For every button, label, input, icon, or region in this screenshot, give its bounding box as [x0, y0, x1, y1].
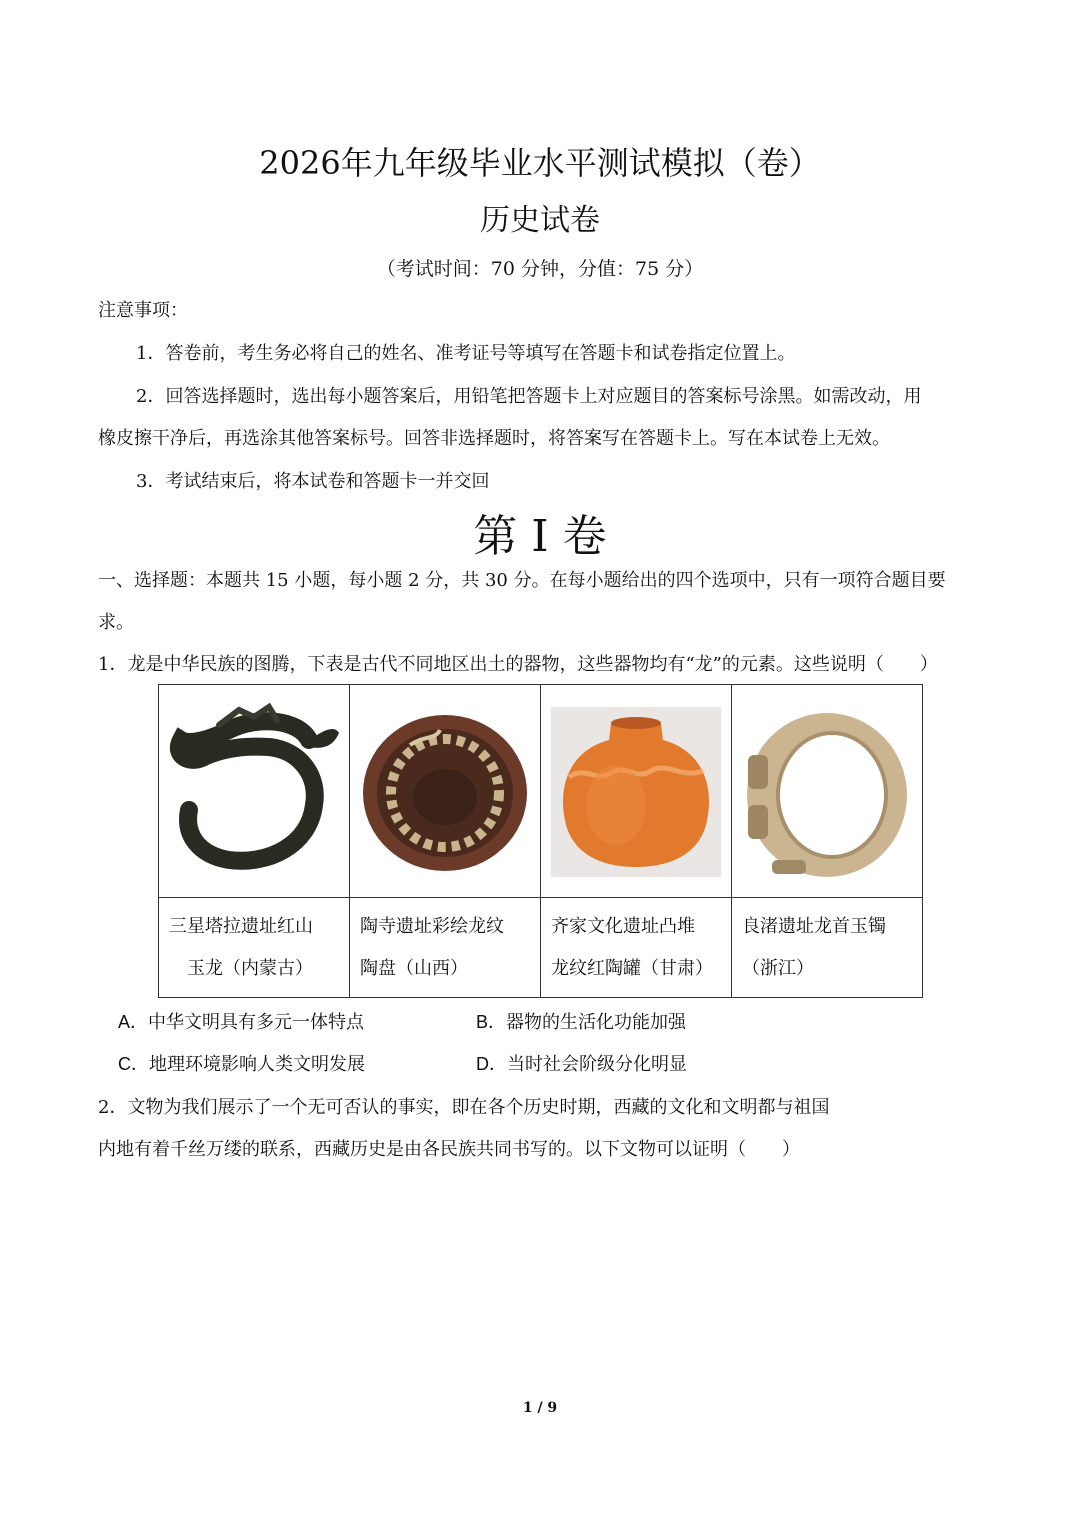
question-2-stem: 2．文物为我们展示了一个无可否认的事实，即在各个历史时期，西藏的文化和文明都与祖国 — [98, 1097, 830, 1118]
question-2-stem-continued: 内地有着千丝万缕的联系，西藏历史是由各民族共同书写的。以下文物可以证明（ ） — [98, 1139, 800, 1160]
option-a-label: A． — [118, 1012, 149, 1032]
relic-caption-line: 齐家文化遗址凸堆 — [551, 916, 695, 937]
option-d[interactable] — [476, 1050, 687, 1076]
relic-caption-2 — [350, 898, 541, 998]
part1-instruction-continued: 求。 — [98, 612, 134, 633]
relic-caption-line: 良渚遗址龙首玉镯 — [742, 916, 886, 937]
exam-subtitle: 历史试卷 — [480, 203, 600, 238]
notes-heading: 注意事项： — [98, 300, 188, 321]
option-c[interactable] — [118, 1050, 365, 1076]
relic-caption-line: 陶盘（山西） — [360, 958, 468, 979]
relic-image-cell — [159, 685, 350, 898]
red-pottery-jar-icon — [541, 685, 731, 897]
option-b[interactable] — [476, 1008, 686, 1034]
note-item-2: 2．回答选择题时，选出每小题答案后，用铅笔把答题卡上对应题目的答案标号涂黑。如需改动，用 — [136, 386, 922, 407]
option-a[interactable] — [118, 1008, 364, 1034]
option-b-text: 器物的生活化功能加强 — [506, 1012, 687, 1033]
jade-bracelet-icon — [732, 685, 922, 897]
section-title: 第 I 卷 — [473, 511, 607, 562]
option-c-label: C． — [118, 1054, 149, 1074]
relic-caption-line: （浙江） — [742, 958, 814, 979]
question-1-stem: 1．龙是中华民族的图腾，下表是古代不同地区出土的器物，这些器物均有“龙”的元素。这些说明（ ） — [98, 654, 938, 675]
option-d-label: D． — [476, 1054, 507, 1074]
relic-caption-line: 龙纹红陶罐（甘肃） — [551, 958, 713, 979]
painted-plate-icon — [350, 685, 540, 897]
option-a-text: 中华文明具有多元一体特点 — [148, 1012, 365, 1033]
relic-caption-line: 三星塔拉遗址红山 — [169, 916, 313, 937]
exam-title: 2026年九年级毕业水平测试模拟（卷） — [259, 144, 821, 182]
relic-image-cell — [350, 685, 541, 898]
relic-caption-1 — [159, 898, 350, 998]
jade-dragon-icon — [159, 685, 349, 897]
relic-caption-4 — [732, 898, 923, 998]
part1-instruction: 一、选择题：本题共 15 小题，每小题 2 分，共 30 分。在每小题给出的四个选项中，只有一项符合题目要 — [98, 570, 946, 591]
page-number: 1 / 9 — [522, 1400, 558, 1416]
relic-caption-line: 陶寺遗址彩绘龙纹 — [360, 916, 504, 937]
option-d-text: 当时社会阶级分化明显 — [507, 1054, 687, 1075]
note-item-3: 3．考试结束后，将本试卷和答题卡一并交回 — [136, 471, 490, 492]
note-item-2-continued: 橡皮擦干净后，再选涂其他答案标号。回答非选择题时，将答案写在答题卡上。写在本试卷上无效。 — [98, 428, 890, 449]
relics-table — [158, 684, 923, 998]
option-b-label: B． — [476, 1012, 507, 1032]
option-c-text: 地理环境影响人类文明发展 — [149, 1054, 365, 1075]
relic-caption-3 — [541, 898, 732, 998]
note-item-1: 1．答卷前，考生务必将自己的姓名、准考证号等填写在答题卡和试卷指定位置上。 — [136, 343, 796, 364]
relic-caption-line: 玉龙（内蒙古） — [187, 958, 313, 979]
exam-info: （考试时间：70 分钟，分值：75 分） — [376, 258, 704, 280]
relic-image-cell — [541, 685, 732, 898]
relic-image-cell — [732, 685, 923, 898]
